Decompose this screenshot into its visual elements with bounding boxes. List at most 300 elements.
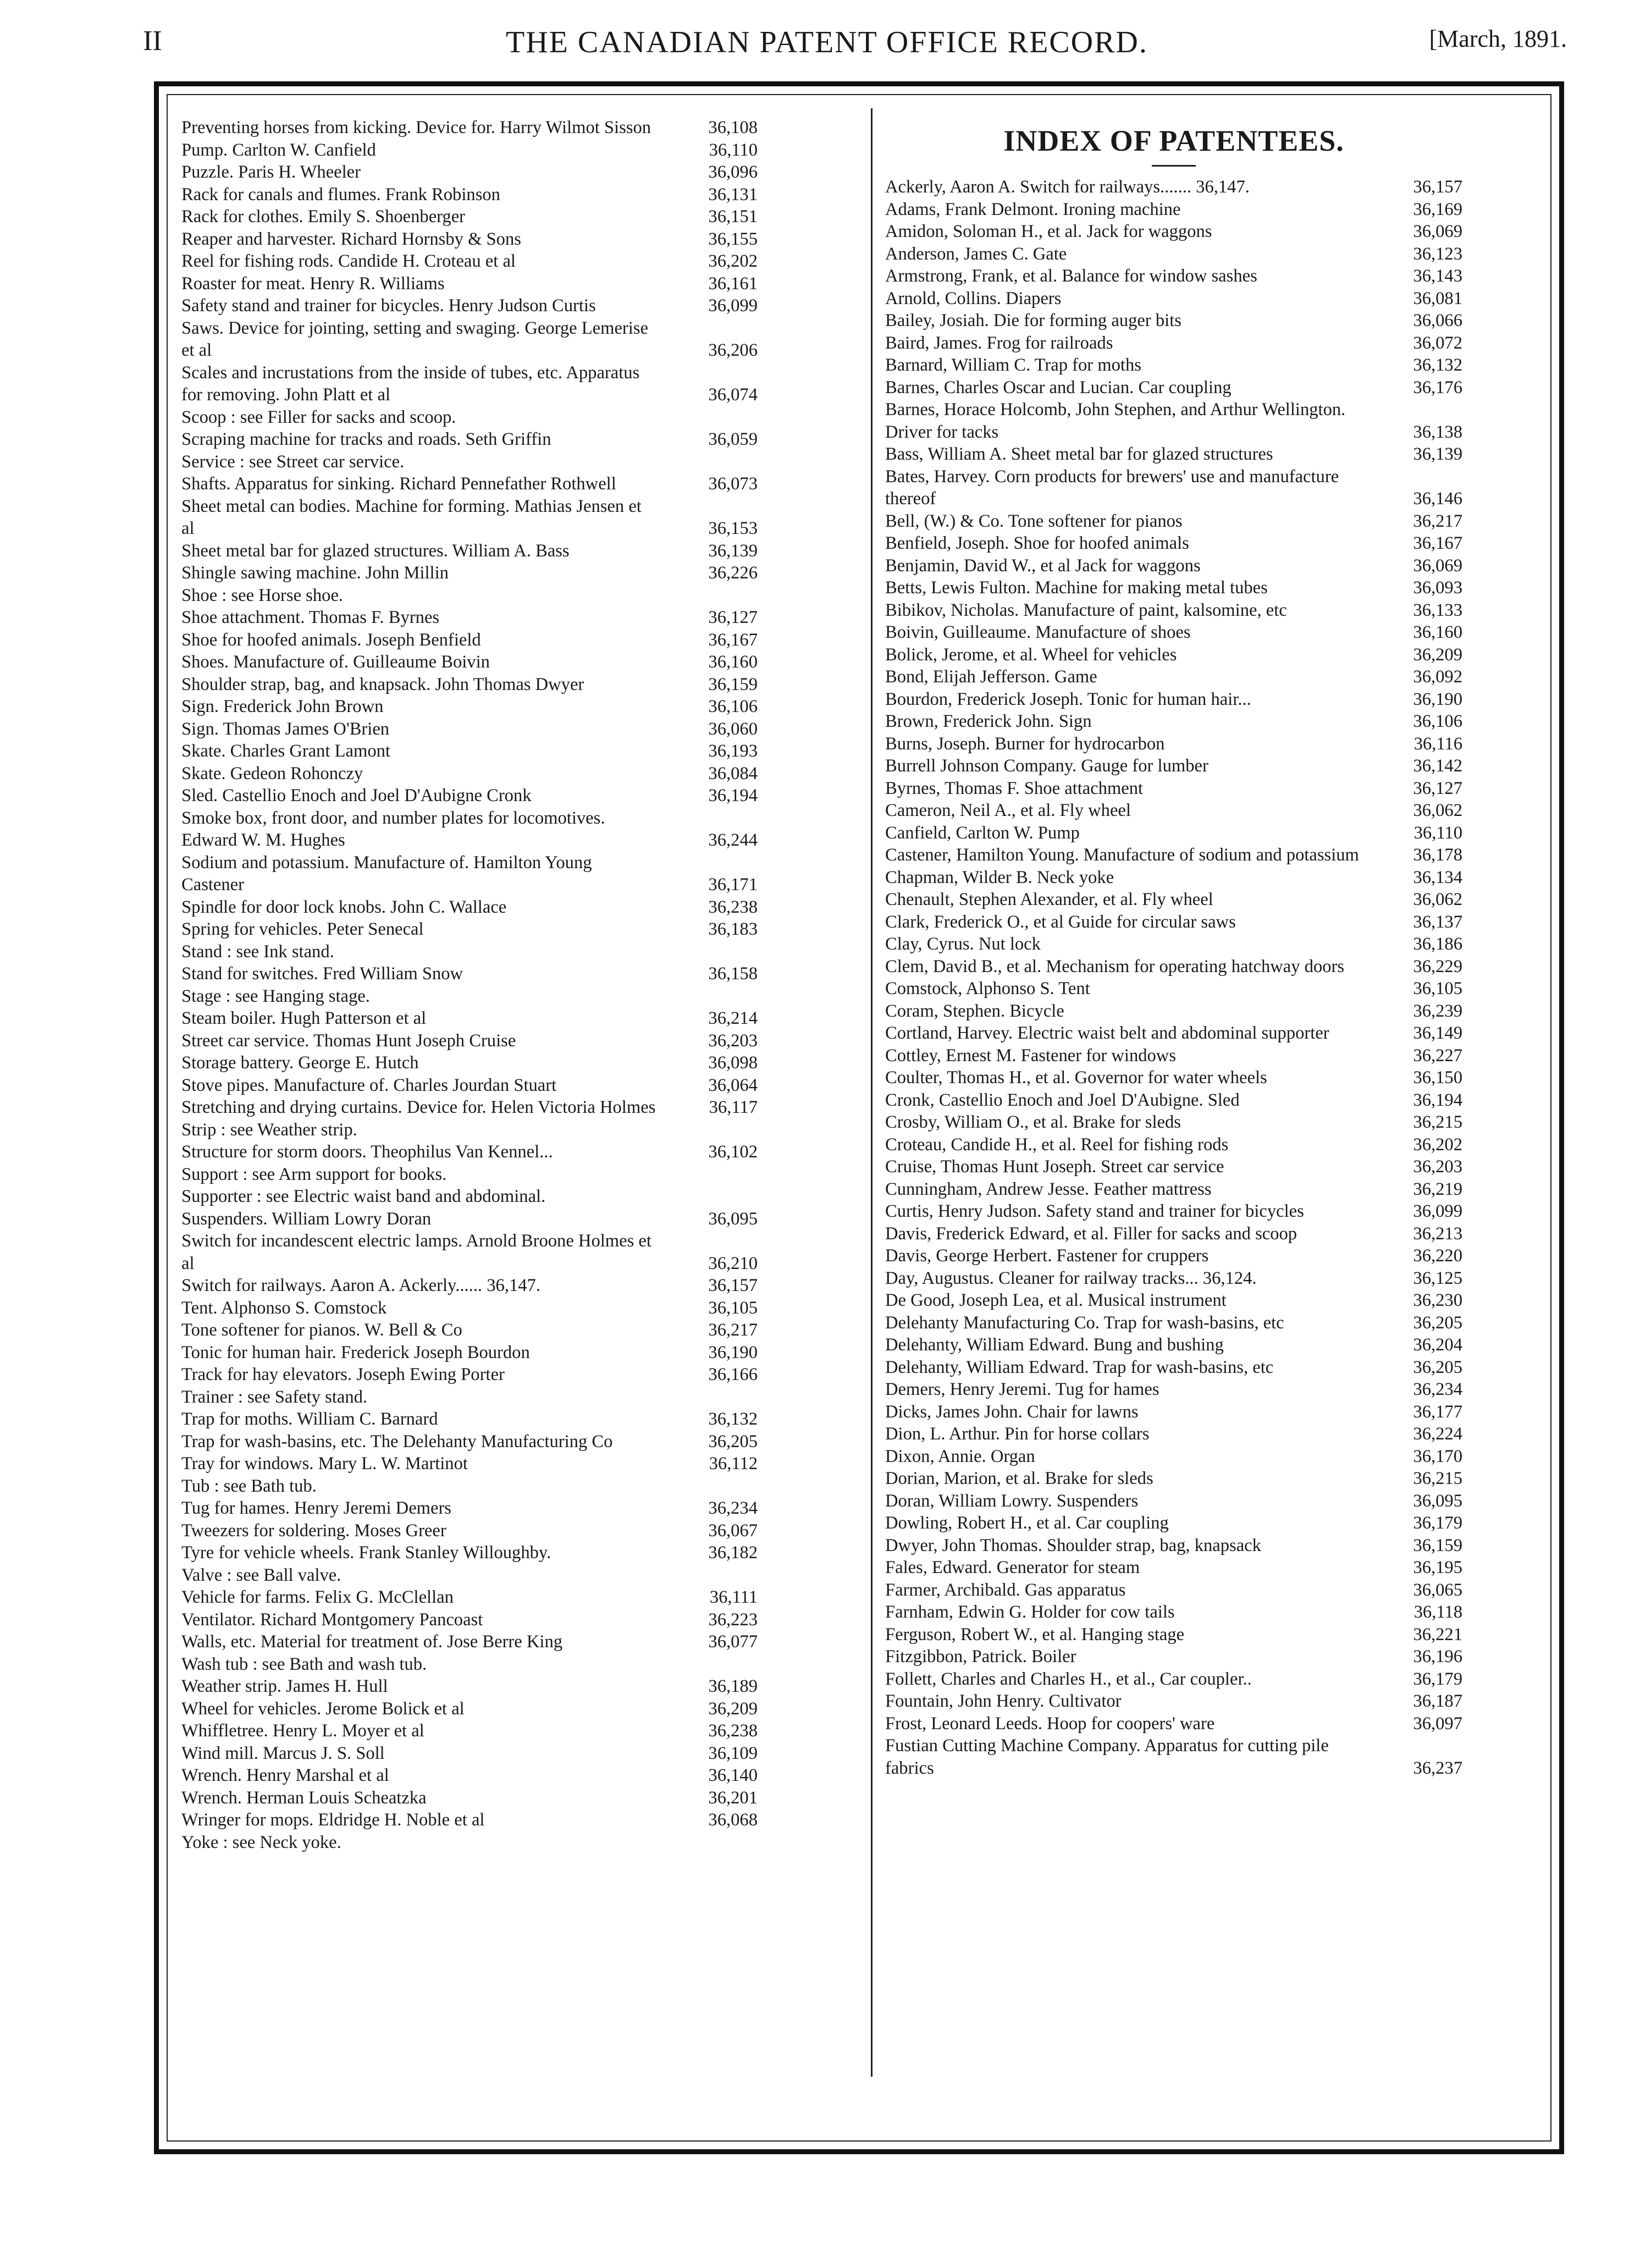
entry-text: Scales and incrustations from the inside of tubes, etc. Apparatus for removing. John Platt et al: [181, 362, 640, 405]
index-entry: [885, 198, 1462, 221]
index-entry: [885, 577, 1462, 599]
index-entry: [181, 1453, 758, 1475]
index-entry: [885, 466, 1462, 510]
entry-text: Rack for clothes. Emily S. Shoenberger: [181, 207, 466, 227]
index-entry: [181, 963, 758, 985]
index-entry: [885, 220, 1462, 243]
patent-number: 36,226: [708, 563, 758, 583]
entry-text: Street car service. Thomas Hunt Joseph Cruise: [181, 1030, 516, 1051]
index-entry: [885, 1646, 1462, 1668]
index-entry: [885, 1178, 1462, 1201]
patent-number: 36,132: [1413, 355, 1462, 375]
patent-number: 36,219: [1413, 1179, 1462, 1199]
patent-number: 36,244: [708, 830, 758, 850]
patent-number: 36,176: [1413, 377, 1462, 398]
entry-text: Wind mill. Marcus J. S. Soll: [181, 1743, 385, 1763]
entry-text: Ackerly, Aaron A. Switch for railways....... 36,147.: [885, 177, 1250, 197]
index-entry: [885, 1467, 1462, 1490]
patent-number: 36,097: [1413, 1713, 1462, 1734]
patent-number: 36,205: [1413, 1357, 1462, 1377]
entry-text: Wrench. Henry Marshal et al: [181, 1765, 389, 1785]
entry-text: Frost, Leonard Leeds. Hoop for coopers' ware: [885, 1713, 1215, 1734]
entry-text: Tweezers for soldering. Moses Greer: [181, 1520, 446, 1541]
entry-text: Anderson, James C. Gate: [885, 244, 1067, 264]
entry-text: Burns, Joseph. Burner for hydrocarbon: [885, 733, 1165, 754]
patent-number: 36,105: [708, 1298, 758, 1318]
index-entry: [885, 755, 1462, 777]
entry-text: Stove pipes. Manufacture of. Charles Jourdan Stuart: [181, 1075, 557, 1095]
patent-number: 36,142: [1413, 756, 1462, 776]
index-entry: [181, 428, 758, 451]
index-entry: [885, 1423, 1462, 1445]
entry-text: Tone softener for pianos. W. Bell & Co: [181, 1320, 462, 1340]
index-entry: [181, 184, 758, 206]
index-entry: [181, 1497, 758, 1520]
index-entry: [885, 1312, 1462, 1334]
index-entry: [885, 1490, 1462, 1513]
index-entry: [181, 918, 758, 941]
patent-number: 36,187: [1413, 1691, 1462, 1711]
patent-number: 36,160: [1413, 622, 1462, 642]
patent-number: 36,171: [708, 875, 758, 895]
entry-text: Comstock, Alphonso S. Tent: [885, 979, 1090, 998]
entry-text: Roaster for meat. Henry R. Williams: [181, 273, 445, 294]
entry-text: Scraping machine for tracks and roads. Seth Griffin: [181, 429, 551, 449]
index-entry: [885, 1512, 1462, 1535]
entry-text: Sheet metal bar for glazed structures. William A. Bass: [181, 540, 570, 561]
entry-text: Preventing horses from kicking. Device for. Harry Wilmot Sisson: [181, 118, 651, 137]
entry-text: Baird, James. Frog for railroads: [885, 333, 1113, 353]
patent-number: 36,143: [1413, 266, 1462, 286]
patent-number: 36,099: [1413, 1201, 1462, 1221]
entry-text: Betts, Lewis Fulton. Machine for making metal tubes: [885, 578, 1268, 598]
patent-number: 36,105: [1413, 979, 1462, 998]
patent-number: 36,116: [1413, 733, 1462, 754]
entry-text: Sign. Frederick John Brown: [181, 697, 384, 716]
entry-text: Burrell Johnson Company. Gauge for lumber: [885, 756, 1208, 776]
index-entry: [181, 651, 758, 674]
index-entry: [181, 139, 758, 162]
entry-text: Rack for canals and flumes. Frank Robinson: [181, 184, 500, 205]
patent-number: 36,157: [708, 1276, 758, 1295]
index-entry: [885, 399, 1462, 443]
index-entry: [885, 332, 1462, 355]
index-entry: [181, 206, 758, 228]
patent-number: 36,123: [1413, 244, 1462, 264]
entry-text: Structure for storm doors. Theophilus Van Kennel...: [181, 1142, 553, 1162]
entry-text: Stage : see Hanging stage.: [181, 986, 370, 1006]
patent-number: 36,202: [1413, 1134, 1462, 1155]
patent-number: 36,189: [708, 1676, 758, 1696]
patent-number: 36,159: [708, 674, 758, 694]
entry-text: Castener, Hamilton Young. Manufacture of sodium and potassium: [885, 845, 1359, 865]
entry-text: Clark, Frederick O., et al Guide for circular saws: [885, 912, 1236, 932]
entry-text: Sled. Castellio Enoch and Joel D'Aubigne Cronk: [181, 786, 532, 805]
patent-number: 36,215: [1413, 1112, 1462, 1132]
entry-text: Ventilator. Richard Montgomery Pancoast: [181, 1609, 483, 1630]
patent-number: 36,112: [709, 1454, 758, 1474]
index-entry: [885, 978, 1462, 1000]
index-entry: [181, 674, 758, 696]
entry-text: Cameron, Neil A., et al. Fly wheel: [885, 801, 1131, 820]
patent-number: 36,149: [1413, 1023, 1462, 1043]
entry-text: Skate. Charles Grant Lamont: [181, 741, 390, 761]
index-entry: [181, 1475, 758, 1498]
patent-number: 36,161: [708, 273, 758, 294]
patent-number: 36,092: [1413, 667, 1462, 687]
patent-number: 36,195: [1413, 1558, 1462, 1577]
entry-text: Benfield, Joseph. Shoe for hoofed animals: [885, 533, 1189, 553]
page-header: [143, 25, 1567, 69]
index-entry: [885, 1067, 1462, 1089]
entry-text: Dion, L. Arthur. Pin for horse collars: [885, 1424, 1150, 1444]
patent-number: 36,084: [708, 763, 758, 783]
index-entry: [181, 763, 758, 785]
patent-number: 36,134: [1413, 867, 1462, 887]
entry-text: Storage battery. George E. Hutch: [181, 1053, 419, 1073]
entry-text: Shingle sawing machine. John Millin: [181, 563, 449, 583]
patent-number: 36,193: [708, 741, 758, 761]
entry-text: Coram, Stephen. Bicycle: [885, 1001, 1064, 1021]
patent-number: 36,209: [708, 1698, 758, 1719]
entry-text: Stretching and drying curtains. Device for. Helen Victoria Holmes: [181, 1097, 656, 1117]
entry-text: Bourdon, Frederick Joseph. Tonic for human hair...: [885, 689, 1251, 709]
entry-text: Tug for hames. Henry Jeremi Demers: [181, 1498, 451, 1518]
index-entry: [885, 644, 1462, 666]
entry-text: Armstrong, Frank, et al. Balance for window sashes: [885, 266, 1257, 286]
index-entry: [181, 317, 758, 362]
entry-text: Adams, Frank Delmont. Ironing machine: [885, 199, 1181, 219]
index-entry: [181, 629, 758, 652]
entry-text: Trainer : see Safety stand.: [181, 1387, 368, 1407]
patent-number: 36,110: [1413, 823, 1462, 843]
entry-text: Barnes, Charles Oscar and Lucian. Car coupling: [885, 377, 1232, 398]
patent-number: 36,178: [1413, 845, 1462, 865]
entry-text: Clem, David B., et al. Mechanism for operating hatchway doors: [885, 956, 1345, 976]
index-entry: [885, 354, 1462, 377]
patent-number: 36,127: [1413, 778, 1462, 798]
index-entry: [885, 956, 1462, 978]
entry-text: Shoe : see Horse shoe.: [181, 585, 344, 605]
index-entry: [181, 1185, 758, 1208]
index-entry: [181, 1030, 758, 1052]
patent-number: 36,150: [1413, 1068, 1462, 1088]
patent-number: 36,214: [708, 1008, 758, 1028]
patent-number: 36,118: [1413, 1602, 1462, 1622]
entry-text: Switch for railways. Aaron A. Ackerly...... 36,147.: [181, 1276, 540, 1295]
patent-number: 36,194: [1413, 1090, 1462, 1110]
entry-text: Amidon, Soloman H., et al. Jack for waggons: [885, 222, 1212, 241]
index-entry: [885, 1535, 1462, 1557]
index-entry: [181, 1809, 758, 1831]
patent-number: 36,140: [708, 1765, 758, 1785]
entry-text: Fitzgibbon, Patrick. Boiler: [885, 1647, 1076, 1666]
patent-number: 36,196: [1413, 1647, 1462, 1666]
entry-text: Bell, (W.) & Co. Tone softener for pianos: [885, 511, 1183, 531]
patent-number: 36,106: [1413, 711, 1462, 731]
patent-number: 36,234: [708, 1498, 758, 1518]
index-entry: [885, 265, 1462, 288]
entry-text: Crosby, William O., et al. Brake for sleds: [885, 1112, 1181, 1132]
entry-text: Benjamin, David W., et al Jack for waggons: [885, 555, 1201, 576]
index-entry: [181, 1520, 758, 1542]
index-entry: [885, 1156, 1462, 1178]
patent-number: 36,224: [1413, 1424, 1462, 1444]
entry-text: Fustian Cutting Machine Company. Apparatus for cutting pile fabrics: [885, 1736, 1329, 1778]
entry-text: Walls, etc. Material for treatment of. Jose Berre King: [181, 1632, 563, 1652]
index-entry: [885, 1022, 1462, 1045]
patent-number: 36,074: [708, 385, 758, 405]
entry-text: Vehicle for farms. Felix G. McClellan: [181, 1587, 454, 1607]
patent-number: 36,239: [1413, 1001, 1462, 1021]
index-entry: [181, 1564, 758, 1587]
entry-text: Byrnes, Thomas F. Shoe attachment: [885, 778, 1144, 798]
patent-number: 36,064: [708, 1075, 758, 1095]
entry-text: Dowling, Robert H., et al. Car coupling: [885, 1513, 1169, 1533]
entry-text: Cunningham, Andrew Jesse. Feather mattress: [885, 1179, 1212, 1199]
patent-number: 36,102: [708, 1142, 758, 1162]
entry-text: Dwyer, John Thomas. Shoulder strap, bag, knapsack: [885, 1535, 1261, 1555]
patent-number: 36,138: [1413, 422, 1462, 442]
patent-number: 36,234: [1413, 1379, 1462, 1399]
index-entry: [181, 1208, 758, 1230]
index-entry: [885, 1245, 1462, 1267]
patent-number: 36,146: [1413, 489, 1462, 509]
patent-number: 36,132: [708, 1409, 758, 1429]
entry-text: Supporter : see Electric waist band and abdominal.: [181, 1187, 546, 1206]
patent-number: 36,127: [708, 608, 758, 627]
patent-number: 36,131: [708, 184, 758, 205]
patent-number: 36,062: [1413, 801, 1462, 820]
entry-text: Yoke : see Neck yoke.: [181, 1832, 341, 1852]
patent-number: 36,160: [708, 652, 758, 672]
entry-text: Bass, William A. Sheet metal bar for glazed structures: [885, 444, 1273, 464]
entry-text: Pump. Carlton W. Canfield: [181, 140, 376, 160]
entry-text: Spring for vehicles. Peter Senecal: [181, 919, 424, 939]
patent-number: 36,059: [708, 429, 758, 449]
entry-text: Stand for switches. Fred William Snow: [181, 964, 463, 984]
entry-text: Safety stand and trainer for bicycles. Henry Judson Curtis: [181, 296, 596, 316]
entry-text: Skate. Gedeon Rohonczy: [181, 763, 363, 783]
patent-number: 36,182: [708, 1543, 758, 1563]
entry-text: Wheel for vehicles. Jerome Bolick et al: [181, 1698, 465, 1719]
entry-text: Sign. Thomas James O'Brien: [181, 719, 390, 739]
index-entry: [885, 1668, 1462, 1691]
index-entry: [885, 1690, 1462, 1713]
index-entry: [885, 1289, 1462, 1312]
entry-text: Valve : see Ball valve.: [181, 1565, 341, 1585]
index-entry: [885, 555, 1462, 577]
index-entry: [885, 1713, 1462, 1735]
entry-text: Fales, Edward. Generator for steam: [885, 1558, 1140, 1577]
patent-number: 36,238: [708, 897, 758, 917]
patent-number: 36,204: [1413, 1335, 1462, 1355]
patent-number: 36,179: [1413, 1669, 1462, 1689]
index-entry: [885, 688, 1462, 711]
index-entry: [885, 867, 1462, 889]
patent-number: 36,068: [708, 1810, 758, 1830]
patentees-index-title: INDEX OF PATENTEES.: [1003, 124, 1344, 157]
patent-number: 36,099: [708, 296, 758, 316]
patent-number: 36,110: [709, 140, 758, 160]
index-entry: [181, 540, 758, 562]
entry-text: Weather strip. James H. Hull: [181, 1676, 388, 1696]
index-entry: [885, 443, 1462, 466]
index-entry: [885, 1334, 1462, 1356]
patent-number: 36,139: [708, 540, 758, 561]
patent-number: 36,203: [1413, 1157, 1462, 1177]
patent-number: 36,179: [1413, 1513, 1462, 1533]
entry-text: Barnard, William C. Trap for moths: [885, 355, 1141, 375]
patent-number: 36,177: [1413, 1401, 1462, 1422]
index-entry: [181, 1230, 758, 1274]
index-entry: [181, 250, 758, 273]
page-number: II: [143, 25, 162, 57]
index-entry: [181, 1163, 758, 1186]
entry-text: Barnes, Horace Holcomb, John Stephen, and Arthur Wellington. Driver for tacks: [885, 400, 1346, 442]
index-entry: [885, 243, 1462, 266]
entry-text: Spindle for door lock knobs. John C. Wallace: [181, 897, 507, 917]
entry-text: De Good, Joseph Lea, et al. Musical instrument: [885, 1290, 1227, 1310]
entry-text: Croteau, Candide H., et al. Reel for fishing rods: [885, 1134, 1229, 1155]
entry-text: Service : see Street car service.: [181, 451, 405, 472]
index-entry: [885, 1735, 1462, 1779]
patent-number: 36,217: [1413, 511, 1462, 531]
index-entry: [885, 1267, 1462, 1290]
index-entry: [181, 1764, 758, 1787]
index-entry: [181, 1609, 758, 1631]
index-entry: [181, 161, 758, 184]
index-entry: [885, 733, 1462, 755]
entry-text: Suspenders. William Lowry Doran: [181, 1209, 432, 1229]
index-entry: [885, 710, 1462, 733]
entry-text: Delehanty, William Edward. Trap for wash-basins, etc: [885, 1357, 1274, 1377]
entry-text: Bates, Harvey. Corn products for brewers' use and manufacture thereof: [885, 466, 1339, 509]
entry-text: Chapman, Wilder B. Neck yoke: [885, 867, 1114, 887]
patent-number: 36,065: [1413, 1580, 1462, 1600]
entry-text: Steam boiler. Hugh Patterson et al: [181, 1008, 427, 1028]
patent-number: 36,194: [708, 786, 758, 805]
entry-text: Day, Augustus. Cleaner for railway tracks... 36,124.: [885, 1268, 1257, 1288]
patent-number: 36,133: [1413, 600, 1462, 620]
entry-text: Davis, George Herbert. Fastener for cruppers: [885, 1246, 1209, 1266]
entry-text: Bibikov, Nicholas. Manufacture of paint, kalsomine, etc: [885, 600, 1287, 620]
patent-number: 36,098: [708, 1053, 758, 1073]
index-entry: [181, 1742, 758, 1765]
entry-text: Davis, Frederick Edward, et al. Filler for sacks and scoop: [885, 1223, 1297, 1244]
index-entry: [181, 273, 758, 295]
index-entry: [885, 1378, 1462, 1401]
patent-number: 36,229: [1413, 956, 1462, 976]
index-entry: [181, 1698, 758, 1720]
index-entry: [181, 228, 758, 251]
patent-number: 36,220: [1413, 1246, 1462, 1266]
entry-text: Cortland, Harvey. Electric waist belt and abdominal supporter: [885, 1023, 1329, 1043]
entry-text: Shoe attachment. Thomas F. Byrnes: [181, 608, 440, 627]
entry-text: Bolick, Jerome, et al. Wheel for vehicles: [885, 644, 1177, 665]
index-entry: [885, 288, 1462, 310]
index-entry: [181, 584, 758, 607]
patent-number: 36,203: [708, 1030, 758, 1051]
index-entry: [181, 117, 758, 139]
index-entry: [181, 1052, 758, 1074]
index-entry: [885, 1089, 1462, 1112]
entry-text: Smoke box, front door, and number plates for locomotives. Edward W. M. Hughes: [181, 808, 605, 850]
patent-number: 36,227: [1413, 1045, 1462, 1066]
patent-number: 36,202: [708, 251, 758, 271]
patent-number: 36,210: [708, 1253, 758, 1273]
entry-text: Reaper and harvester. Richard Hornsby & Sons: [181, 229, 521, 249]
patent-number: 36,167: [708, 630, 758, 650]
entry-text: Coulter, Thomas H., et al. Governor for water wheels: [885, 1068, 1267, 1088]
entry-text: Shoulder strap, bag, and knapsack. John Thomas Dwyer: [181, 674, 584, 694]
index-entry: [885, 510, 1462, 533]
entry-text: Cottley, Ernest M. Fastener for windows: [885, 1045, 1177, 1066]
index-entry: [885, 1624, 1462, 1646]
patent-number: 36,069: [1413, 555, 1462, 576]
index-entry: [181, 362, 758, 406]
index-entry: [181, 1364, 758, 1386]
index-entry: [181, 1274, 758, 1297]
patent-number: 36,137: [1413, 912, 1462, 932]
entry-text: Canfield, Carlton W. Pump: [885, 823, 1080, 843]
index-entry: [181, 1542, 758, 1564]
index-entry: [181, 606, 758, 629]
patent-number: 36,221: [1413, 1624, 1462, 1645]
patent-number: 36,077: [708, 1632, 758, 1652]
entry-text: Dicks, James John. Chair for lawns: [885, 1401, 1139, 1422]
patent-number: 36,108: [708, 118, 758, 137]
index-entry: [181, 1319, 758, 1342]
patent-number: 36,205: [708, 1431, 758, 1452]
issue-date: [March, 1891.: [1429, 25, 1567, 52]
index-entry: [885, 1200, 1462, 1223]
patent-number: 36,151: [708, 207, 758, 227]
patent-number: 36,139: [1413, 444, 1462, 464]
index-entry: [885, 377, 1462, 399]
entry-text: Strip : see Weather strip.: [181, 1119, 357, 1140]
entry-text: Curtis, Henry Judson. Safety stand and trainer for bicycles: [885, 1201, 1304, 1221]
index-entry: [181, 1653, 758, 1676]
patent-number: 36,157: [1413, 177, 1462, 197]
index-entry: [885, 1223, 1462, 1245]
index-entry: [885, 1601, 1462, 1624]
patent-number: 36,237: [1413, 1758, 1462, 1778]
entry-text: Stand : see Ink stand.: [181, 941, 334, 962]
index-entry: [181, 1720, 758, 1742]
patent-number: 36,109: [708, 1743, 758, 1763]
patent-number: 36,213: [1413, 1223, 1462, 1244]
patent-number: 36,186: [1413, 934, 1462, 954]
entry-text: Switch for incandescent electric lamps. Arnold Broone Holmes et al: [181, 1231, 651, 1273]
index-entry: [885, 777, 1462, 800]
index-entry: [181, 562, 758, 584]
entry-text: Cronk, Castellio Enoch and Joel D'Aubigne. Sled: [885, 1090, 1240, 1110]
index-entry: [885, 599, 1462, 622]
index-entry: [181, 495, 758, 540]
index-entry: [885, 889, 1462, 911]
entry-text: Fountain, John Henry. Cultivator: [885, 1691, 1122, 1711]
entry-text: Demers, Henry Jeremi. Tug for hames: [885, 1379, 1159, 1399]
entry-text: Farnham, Edwin G. Holder for cow tails: [885, 1602, 1175, 1622]
patent-number: 36,201: [708, 1787, 758, 1808]
patent-number: 36,095: [708, 1209, 758, 1229]
index-entry: [181, 1408, 758, 1431]
entry-text: Puzzle. Paris H. Wheeler: [181, 162, 361, 182]
entry-text: Support : see Arm support for books.: [181, 1164, 447, 1184]
index-entry: [885, 1557, 1462, 1579]
patent-number: 36,205: [1413, 1312, 1462, 1333]
